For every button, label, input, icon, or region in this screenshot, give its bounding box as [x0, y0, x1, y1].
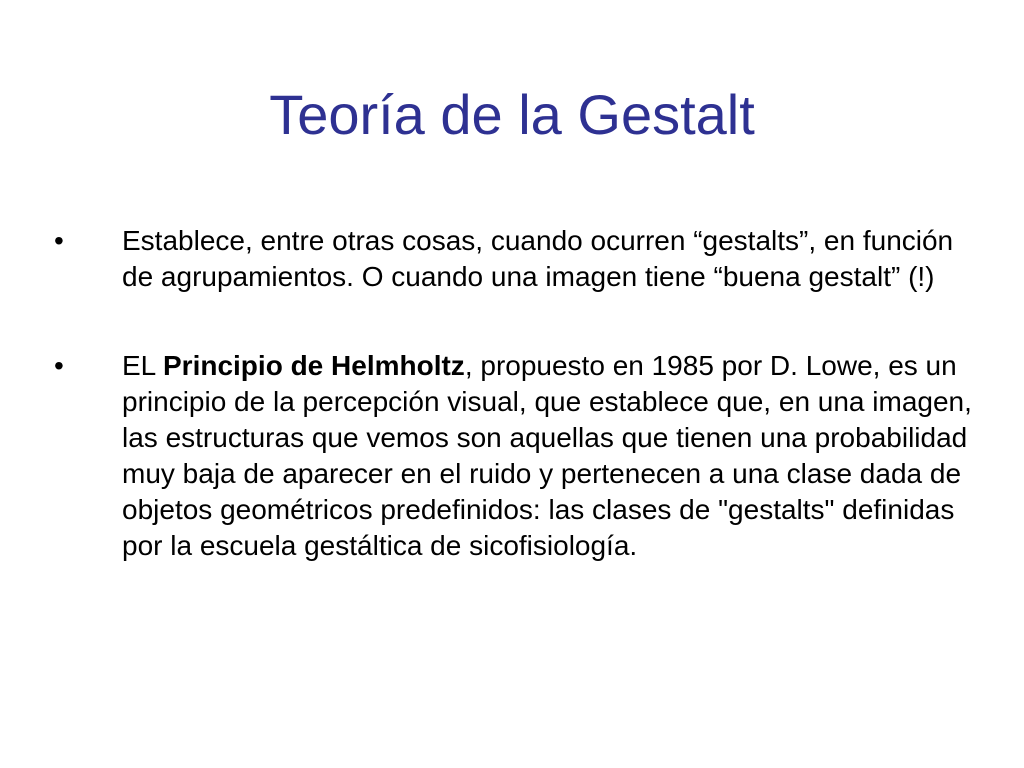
bullet-text-suffix: , propuesto en 1985 por D. Lowe, es un principio de la percepción visual, que establece que, en una imagen, las estructuras que vemos son aquellas que tienen una probabilidad muy baja de aparecer en el ruido y pertenecen a una clase dada de objetos geométricos predefinidos: las clases de "gestalts" definidas por la escuela gestáltica de sicofisiología.	[122, 350, 972, 561]
bullet-text: Establece, entre otras cosas, cuando ocurren “gestalts”, en función de agrupamientos. O cuando una imagen tiene “buena gestalt” (!)	[122, 225, 954, 292]
slide-title: Teoría de la Gestalt	[269, 83, 755, 146]
bullet-text-prefix: EL	[122, 350, 163, 381]
bullet-icon: •	[54, 225, 64, 256]
bullet-item-gestalts	[52, 223, 982, 295]
bullet-item-helmholtz	[52, 348, 982, 564]
bullet-icon: •	[54, 350, 64, 381]
bullet-text-bold: Principio de Helmholtz	[163, 350, 465, 381]
bullet-list	[52, 223, 982, 617]
